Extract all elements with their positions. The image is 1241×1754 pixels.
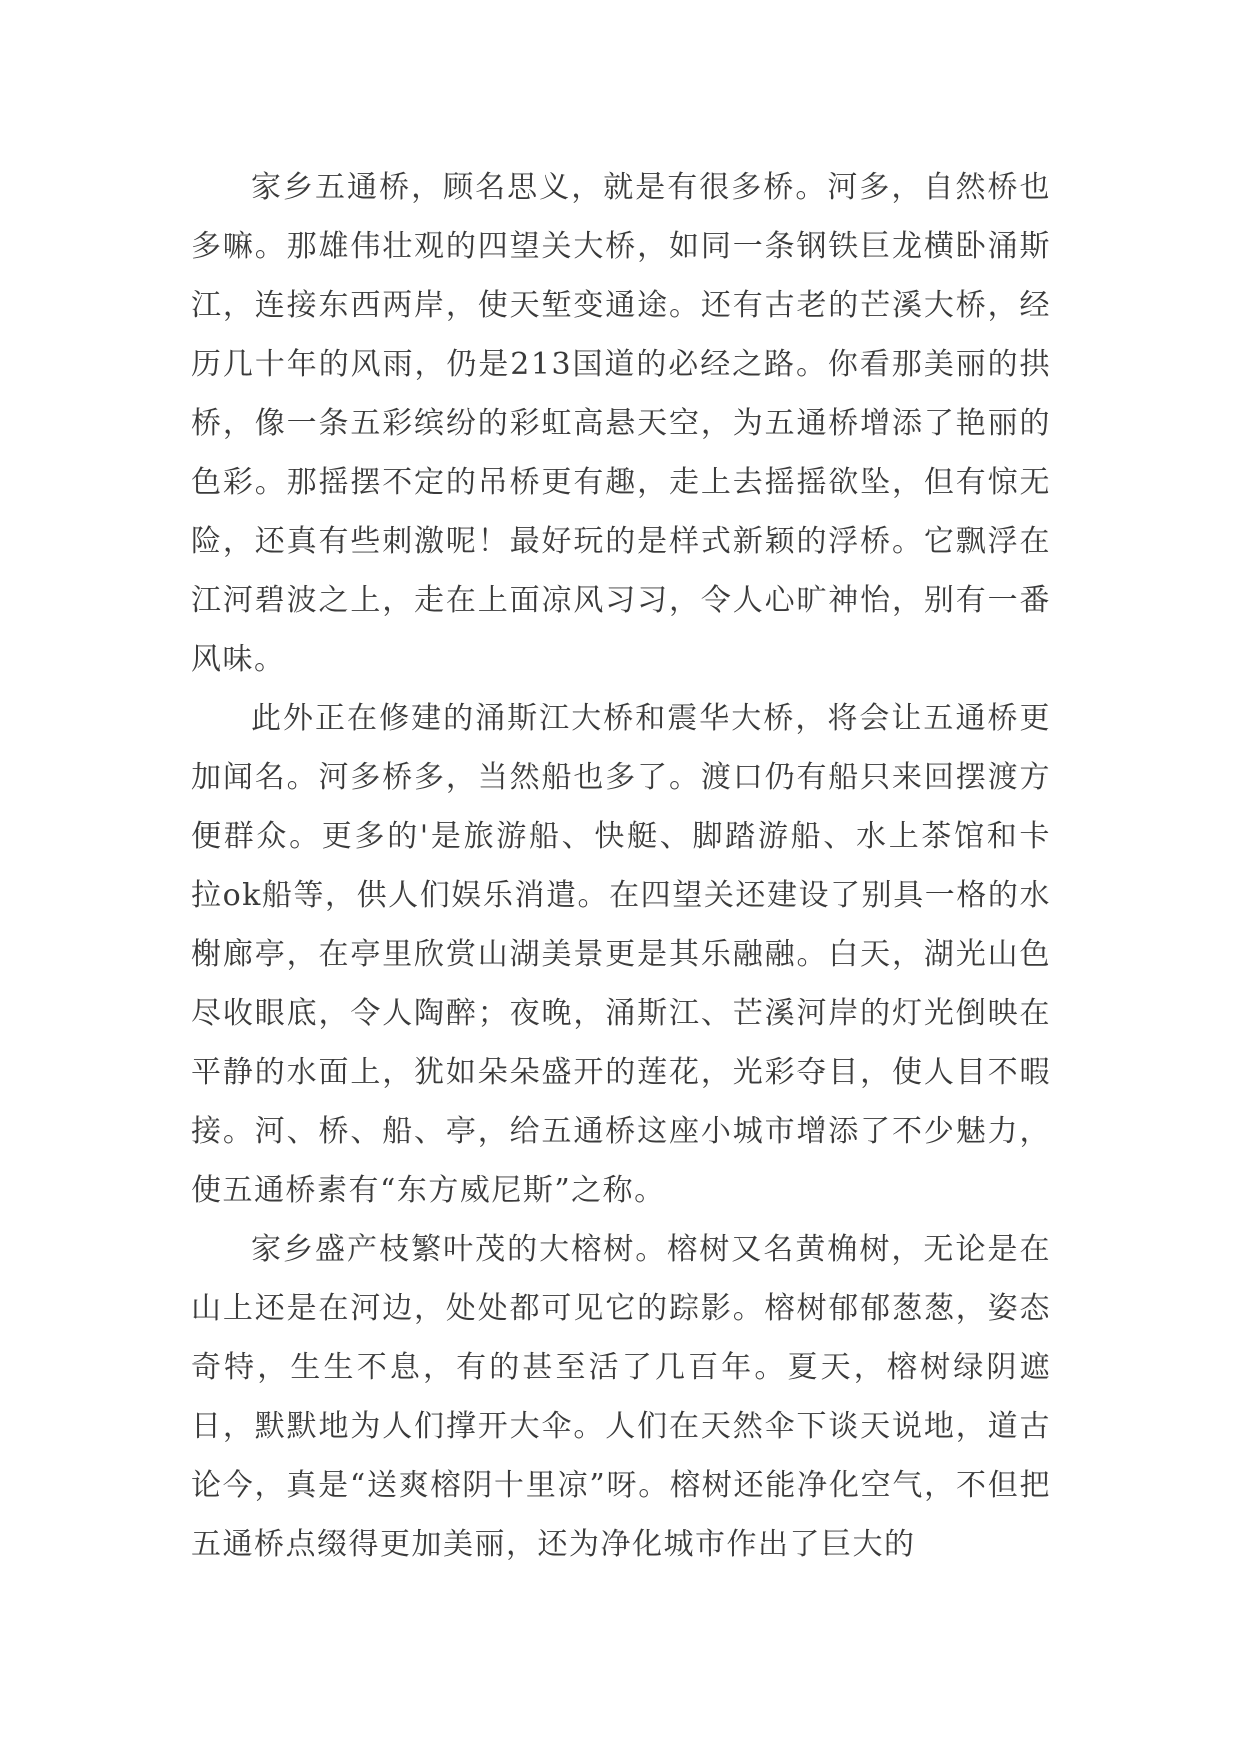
document-body bbox=[191, 158, 1051, 1574]
paragraph-bridges: 家乡五通桥，顾名思义，就是有很多桥。河多，自然桥也多嘛。那雄伟壮观的四望关大桥，如同一条钢铁巨龙横卧涌斯江，连接东西两岸，使天堑变通途。还有古老的芒溪大桥，经历几十年的风雨，仍是213国道的必经之路。你看那美丽的拱桥，像一条五彩缤纷的彩虹高悬天空，为五通桥增添了艳丽的色彩。那摇摆不定的吊桥更有趣，走上去摇摇欲坠，但有惊无险，还真有些刺激呢！最好玩的是样式新颖的浮桥。它飘浮在江河碧波之上，走在上面凉风习习，令人心旷神怡，别有一番风味。 bbox=[191, 170, 1051, 677]
paragraph-banyan-trees: 家乡盛产枝繁叶茂的大榕树。榕树又名黄桷树，无论是在山上还是在河边，处处都可见它的踪影。榕树郁郁葱葱，姿态奇特，生生不息，有的甚至活了几百年。夏天，榕树绿阴遮日，默默地为人们撑开大伞。人们在天然伞下谈天说地，道古论今，真是“送爽榕阴十里凉”呀。榕树还能净化空气，不但把五通桥点缀得更加美丽，还为净化城市作出了巨大的 bbox=[191, 1232, 1051, 1562]
paragraph-boats: 此外正在修建的涌斯江大桥和震华大桥，将会让五通桥更加闻名。河多桥多，当然船也多了。渡口仍有船只来回摆渡方便群众。更多的'是旅游船、快艇、脚踏游船、水上茶馆和卡拉ok船等，供人们娱乐消遣。在四望关还建设了别具一格的水榭廊亭，在亭里欣赏山湖美景更是其乐融融。白天，湖光山色尽收眼底，令人陶醉；夜晚，涌斯江、芒溪河岸的灯光倒映在平静的水面上，犹如朵朵盛开的莲花，光彩夺目，使人目不暇接。河、桥、船、亭，给五通桥这座小城市增添了不少魅力，使五通桥素有“东方威尼斯”之称。 bbox=[191, 701, 1051, 1208]
